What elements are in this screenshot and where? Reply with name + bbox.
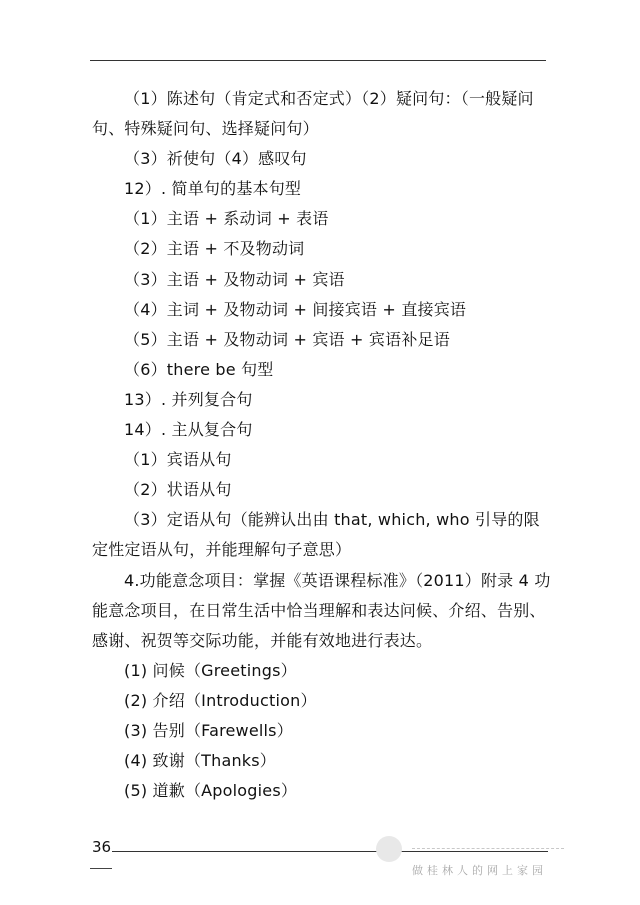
- watermark-line: [412, 848, 564, 849]
- text-line-object-clause: （1）宾语从句: [124, 450, 232, 470]
- heading-complex-sentence: 14）. 主从复合句: [124, 420, 253, 440]
- text-line-pattern-2: （2）主语 + 不及物动词: [124, 239, 305, 259]
- list-item-introduction: (2) 介绍（Introduction）: [124, 690, 317, 710]
- paragraph-functional-items: 4.功能意念项目：掌握《英语课程标准》（2011）附录 4 功能意念项目，在日常生活中恰当理解和表达问候、介绍、告别、感谢、祝贺等交际功能，并能有效地进行表达。: [92, 570, 551, 650]
- text-line-pattern-5: （5）主语 + 及物动词 + 宾语 + 宾语补足语: [124, 329, 450, 349]
- list-item-greetings: (1) 问候（Greetings）: [124, 660, 297, 680]
- watermark: [376, 836, 576, 881]
- text-line-pattern-4: （4）主词 + 及物动词 + 间接宾语 + 直接宾语: [124, 299, 467, 319]
- document-body: [92, 84, 552, 806]
- heading-compound-sentence: 13）. 并列复合句: [124, 389, 253, 409]
- watermark-logo-icon: [376, 836, 402, 862]
- page-number-underline: [90, 868, 112, 869]
- page-number: 36: [92, 838, 112, 856]
- text-line-pattern-6: （6）there be 句型: [124, 359, 274, 379]
- header-rule: [90, 60, 546, 61]
- heading-simple-sentence: 12）. 简单句的基本句型: [124, 179, 302, 199]
- text-line-attributive-clause: （3）定语从句（能辨认出由 that, which, who 引导的限定性定语从句，并能理解句子意思）: [92, 510, 540, 560]
- list-item-thanks: (4) 致谢（Thanks）: [124, 751, 277, 771]
- text-line-adverbial-clause: （2）状语从句: [124, 480, 232, 500]
- text-line-sentence-types: （1）陈述句（肯定式和否定式）（2）疑问句：（一般疑问句、特殊疑问句、选择疑问句）: [92, 89, 534, 139]
- text-line-imperative: （3）祈使句（4）感叹句: [124, 149, 307, 169]
- text-line-pattern-3: （3）主语 + 及物动词 + 宾语: [124, 269, 345, 289]
- watermark-text: 做桂林人的网上家园: [412, 864, 547, 877]
- list-item-farewells: (3) 告别（Farewells）: [124, 720, 293, 740]
- list-item-apologies: (5) 道歉（Apologies）: [124, 781, 298, 801]
- text-line-pattern-1: （1）主语 + 系动词 + 表语: [124, 209, 329, 229]
